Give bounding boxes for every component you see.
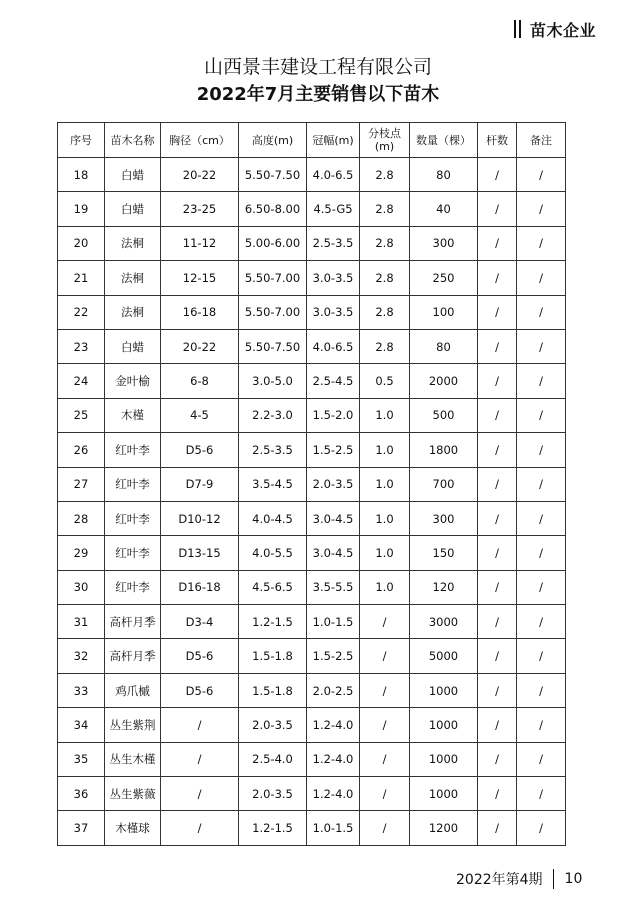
- table-cell: 500: [410, 398, 478, 432]
- table-cell: /: [517, 570, 566, 604]
- table-cell: 1.5-1.8: [239, 673, 307, 707]
- table-cell: /: [478, 433, 517, 467]
- table-cell: 100: [410, 295, 478, 329]
- table-cell: 1.0: [360, 398, 410, 432]
- table-cell: /: [478, 673, 517, 707]
- table-cell: 26: [58, 433, 105, 467]
- table-cell: 木槿球: [105, 811, 161, 845]
- seedling-table: [57, 122, 566, 846]
- table-cell: 5.50-7.50: [239, 329, 307, 363]
- table-cell: 1.0: [360, 433, 410, 467]
- table-cell: 2.8: [360, 192, 410, 226]
- table-cell: 2.8: [360, 226, 410, 260]
- table-cell: 27: [58, 467, 105, 501]
- table-cell: 1.2-4.0: [307, 708, 360, 742]
- table-cell: 1.0-1.5: [307, 605, 360, 639]
- table-cell: 金叶榆: [105, 364, 161, 398]
- table-cell: 2.0-3.5: [307, 467, 360, 501]
- table-cell: /: [517, 777, 566, 811]
- table-cell: 28: [58, 501, 105, 535]
- table-cell: 300: [410, 226, 478, 260]
- column-header: 数量（棵）: [410, 123, 478, 158]
- table-row: [58, 295, 566, 329]
- table-cell: 法桐: [105, 261, 161, 295]
- table-cell: /: [360, 639, 410, 673]
- table-cell: /: [478, 261, 517, 295]
- table-cell: 5.50-7.00: [239, 261, 307, 295]
- table-cell: /: [517, 295, 566, 329]
- table-cell: /: [517, 501, 566, 535]
- column-header: 胸径（cm）: [161, 123, 239, 158]
- table-body: [58, 158, 566, 846]
- table-cell: /: [360, 673, 410, 707]
- table-cell: /: [517, 433, 566, 467]
- table-cell: 2.0-3.5: [239, 777, 307, 811]
- table-cell: 白蜡: [105, 158, 161, 192]
- table-row: [58, 536, 566, 570]
- footer-divider: [553, 869, 554, 889]
- table-cell: /: [478, 158, 517, 192]
- table-cell: /: [478, 570, 517, 604]
- table-cell: /: [161, 811, 239, 845]
- table-cell: /: [478, 605, 517, 639]
- table-cell: 1.0: [360, 536, 410, 570]
- table-cell: 3.0-4.5: [307, 501, 360, 535]
- column-header: 高度(m): [239, 123, 307, 158]
- table-row: [58, 192, 566, 226]
- table-cell: /: [360, 777, 410, 811]
- table-cell: /: [478, 295, 517, 329]
- table-cell: 32: [58, 639, 105, 673]
- table-cell: 120: [410, 570, 478, 604]
- table-cell: 1000: [410, 777, 478, 811]
- table-cell: 1.5-2.0: [307, 398, 360, 432]
- table-cell: 5.00-6.00: [239, 226, 307, 260]
- table-cell: 30: [58, 570, 105, 604]
- table-cell: 5.50-7.00: [239, 295, 307, 329]
- table-cell: /: [517, 536, 566, 570]
- table-cell: 18: [58, 158, 105, 192]
- table-cell: 33: [58, 673, 105, 707]
- table-cell: 1.5-2.5: [307, 433, 360, 467]
- table-cell: /: [360, 742, 410, 776]
- table-cell: 2.5-3.5: [307, 226, 360, 260]
- table-cell: 4.0-4.5: [239, 501, 307, 535]
- table-cell: 20-22: [161, 329, 239, 363]
- table-cell: 19: [58, 192, 105, 226]
- table-cell: 31: [58, 605, 105, 639]
- table-cell: 36: [58, 777, 105, 811]
- table-cell: 1.0: [360, 570, 410, 604]
- table-cell: 3.0-3.5: [307, 295, 360, 329]
- table-cell: /: [517, 811, 566, 845]
- table-cell: /: [517, 226, 566, 260]
- table-cell: /: [478, 226, 517, 260]
- table-cell: 高杆月季: [105, 639, 161, 673]
- table-cell: D5-6: [161, 433, 239, 467]
- table-cell: 5000: [410, 639, 478, 673]
- table-cell: D13-15: [161, 536, 239, 570]
- table-cell: /: [478, 536, 517, 570]
- table-cell: 2.2-3.0: [239, 398, 307, 432]
- table-cell: /: [161, 777, 239, 811]
- table-cell: 2.8: [360, 329, 410, 363]
- table-cell: 红叶李: [105, 570, 161, 604]
- table-cell: /: [478, 639, 517, 673]
- table-cell: 12-15: [161, 261, 239, 295]
- table-cell: 4.0-6.5: [307, 158, 360, 192]
- table-cell: 红叶李: [105, 536, 161, 570]
- table-cell: 2.0-3.5: [239, 708, 307, 742]
- table-cell: /: [517, 605, 566, 639]
- table-cell: 1.5-2.5: [307, 639, 360, 673]
- table-cell: /: [478, 329, 517, 363]
- table-cell: 法桐: [105, 226, 161, 260]
- table-cell: 1800: [410, 433, 478, 467]
- table-cell: 1000: [410, 708, 478, 742]
- table-cell: 木槿: [105, 398, 161, 432]
- table-row: [58, 433, 566, 467]
- table-cell: 40: [410, 192, 478, 226]
- table-cell: /: [478, 364, 517, 398]
- table-row: [58, 329, 566, 363]
- tag-bar-left: [514, 20, 516, 38]
- table-cell: 3000: [410, 605, 478, 639]
- column-header: 杆数: [478, 123, 517, 158]
- table-cell: /: [478, 777, 517, 811]
- table-cell: 1000: [410, 742, 478, 776]
- table-cell: 4.5-6.5: [239, 570, 307, 604]
- table-cell: 丛生紫薇: [105, 777, 161, 811]
- column-header: 备注: [517, 123, 566, 158]
- table-cell: /: [478, 742, 517, 776]
- table-cell: /: [517, 467, 566, 501]
- table-row: [58, 673, 566, 707]
- table-cell: 16-18: [161, 295, 239, 329]
- column-header: 苗木名称: [105, 123, 161, 158]
- table-cell: 3.5-5.5: [307, 570, 360, 604]
- page-title: [0, 54, 636, 108]
- table-cell: 红叶李: [105, 467, 161, 501]
- table-cell: D7-9: [161, 467, 239, 501]
- table-cell: /: [360, 811, 410, 845]
- table-cell: 250: [410, 261, 478, 295]
- table-cell: 150: [410, 536, 478, 570]
- table-cell: /: [517, 398, 566, 432]
- table-cell: 红叶李: [105, 433, 161, 467]
- table-cell: 2.5-3.5: [239, 433, 307, 467]
- table-cell: 1.2-4.0: [307, 777, 360, 811]
- table-cell: 1.0: [360, 467, 410, 501]
- table-row: [58, 226, 566, 260]
- table-cell: 1200: [410, 811, 478, 845]
- column-header: 序号: [58, 123, 105, 158]
- table-cell: 3.0-4.5: [307, 536, 360, 570]
- table-cell: /: [478, 467, 517, 501]
- table-cell: 2.8: [360, 295, 410, 329]
- table-cell: /: [161, 708, 239, 742]
- page-footer: [456, 866, 582, 892]
- table-cell: /: [517, 329, 566, 363]
- table-cell: 11-12: [161, 226, 239, 260]
- table-cell: 红叶李: [105, 501, 161, 535]
- table-row: [58, 605, 566, 639]
- table-row: [58, 777, 566, 811]
- issue-label: 2022年第4期: [456, 872, 543, 888]
- table-cell: 2.0-2.5: [307, 673, 360, 707]
- table-cell: /: [517, 261, 566, 295]
- table-cell: 24: [58, 364, 105, 398]
- table-cell: /: [517, 673, 566, 707]
- table-cell: 2.5-4.0: [239, 742, 307, 776]
- table-cell: /: [478, 398, 517, 432]
- table-cell: 3.5-4.5: [239, 467, 307, 501]
- table-row: [58, 398, 566, 432]
- table-row: [58, 261, 566, 295]
- table-cell: 37: [58, 811, 105, 845]
- table-cell: 25: [58, 398, 105, 432]
- table-row: [58, 811, 566, 845]
- table-cell: 3.0-5.0: [239, 364, 307, 398]
- table-cell: 法桐: [105, 295, 161, 329]
- table-cell: 80: [410, 158, 478, 192]
- table-cell: 1.0: [360, 501, 410, 535]
- table-cell: /: [360, 708, 410, 742]
- table-row: [58, 708, 566, 742]
- table-cell: 20-22: [161, 158, 239, 192]
- table-cell: 1000: [410, 673, 478, 707]
- table-cell: 0.5: [360, 364, 410, 398]
- section-tag: [514, 16, 624, 42]
- column-header: 冠幅(m): [307, 123, 360, 158]
- table-cell: 2.8: [360, 158, 410, 192]
- table-row: [58, 364, 566, 398]
- table-cell: /: [517, 192, 566, 226]
- table-cell: 23: [58, 329, 105, 363]
- company-name: 山西景丰建设工程有限公司: [203, 56, 432, 78]
- table-cell: 1.2-4.0: [307, 742, 360, 776]
- table-cell: 白蜡: [105, 329, 161, 363]
- table-cell: D5-6: [161, 639, 239, 673]
- table-header-row: [58, 123, 566, 158]
- table-cell: 2000: [410, 364, 478, 398]
- table-cell: 1.2-1.5: [239, 605, 307, 639]
- table-row: [58, 639, 566, 673]
- table-cell: 4.0-6.5: [307, 329, 360, 363]
- tag-bar-right: [519, 20, 521, 38]
- table-cell: 2.8: [360, 261, 410, 295]
- table-cell: /: [360, 605, 410, 639]
- table-row: [58, 467, 566, 501]
- table-cell: 丛生紫荆: [105, 708, 161, 742]
- table-row: [58, 742, 566, 776]
- table-cell: 2.5-4.5: [307, 364, 360, 398]
- table-cell: 34: [58, 708, 105, 742]
- table-cell: 高杆月季: [105, 605, 161, 639]
- table-cell: 4-5: [161, 398, 239, 432]
- table-cell: /: [517, 742, 566, 776]
- table-cell: /: [478, 811, 517, 845]
- table-cell: 6-8: [161, 364, 239, 398]
- table-row: [58, 158, 566, 192]
- table-cell: 白蜡: [105, 192, 161, 226]
- table-cell: 3.0-3.5: [307, 261, 360, 295]
- table-cell: 1.5-1.8: [239, 639, 307, 673]
- table-cell: D3-4: [161, 605, 239, 639]
- table-cell: 6.50-8.00: [239, 192, 307, 226]
- table-cell: 丛生木槿: [105, 742, 161, 776]
- table-cell: 20: [58, 226, 105, 260]
- table-row: [58, 501, 566, 535]
- table-cell: /: [478, 708, 517, 742]
- table-cell: 300: [410, 501, 478, 535]
- table-cell: /: [161, 742, 239, 776]
- table-cell: 29: [58, 536, 105, 570]
- table-cell: 鸡爪槭: [105, 673, 161, 707]
- table-cell: 21: [58, 261, 105, 295]
- table-cell: 23-25: [161, 192, 239, 226]
- table-row: [58, 570, 566, 604]
- column-header: 分枝点 (m): [360, 123, 410, 158]
- table-cell: 5.50-7.50: [239, 158, 307, 192]
- table-cell: /: [517, 639, 566, 673]
- table-cell: 35: [58, 742, 105, 776]
- sales-heading: 2022年7月主要销售以下苗木: [196, 84, 440, 105]
- table-cell: /: [517, 364, 566, 398]
- table-cell: 4.5-G5: [307, 192, 360, 226]
- table-cell: 700: [410, 467, 478, 501]
- table-cell: /: [478, 501, 517, 535]
- table-cell: 80: [410, 329, 478, 363]
- table-cell: D16-18: [161, 570, 239, 604]
- table-cell: /: [478, 192, 517, 226]
- table-cell: /: [517, 158, 566, 192]
- page-number: 10: [564, 871, 583, 887]
- table-cell: 1.2-1.5: [239, 811, 307, 845]
- table-cell: D10-12: [161, 501, 239, 535]
- section-tag-label: 苗木企业: [530, 20, 597, 40]
- table-cell: /: [517, 708, 566, 742]
- table-cell: 22: [58, 295, 105, 329]
- table-cell: D5-6: [161, 673, 239, 707]
- table-cell: 4.0-5.5: [239, 536, 307, 570]
- table-cell: 1.0-1.5: [307, 811, 360, 845]
